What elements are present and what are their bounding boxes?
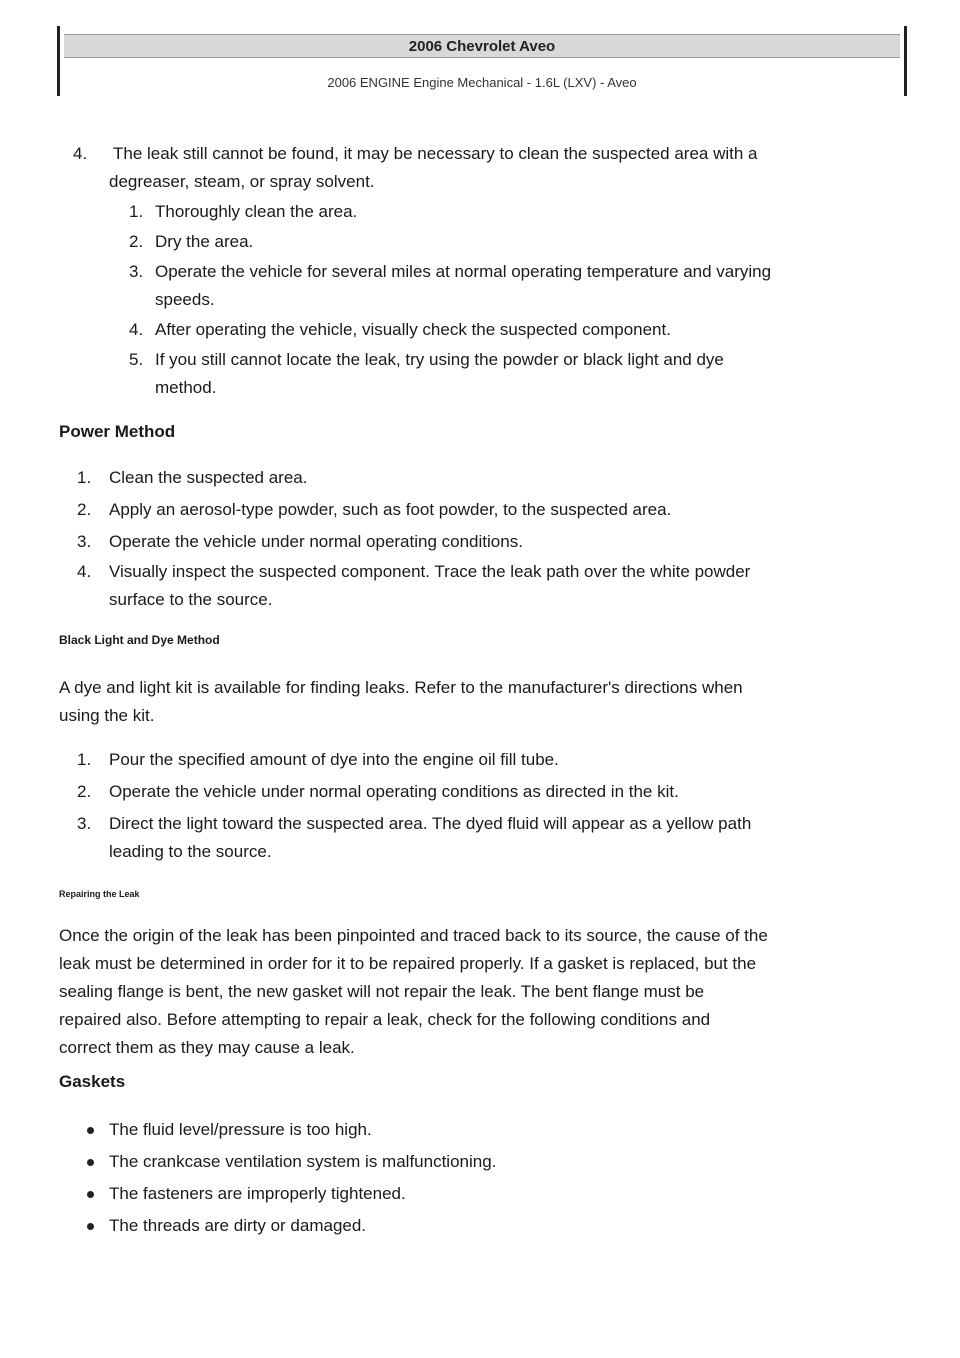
list-item-text: The crankcase ventilation system is malfunctioning. bbox=[109, 1152, 497, 1171]
step-text: Direct the light toward the suspected area. The dyed fluid will appear as a yellow path bbox=[109, 814, 752, 833]
step-text: Apply an aerosol-type powder, such as foot powder, to the suspected area. bbox=[109, 500, 672, 519]
substep-text: Operate the vehicle for several miles at normal operating temperature and varying bbox=[155, 262, 772, 281]
substep-number: 5. bbox=[129, 350, 144, 369]
step-text-cont: leading to the source. bbox=[109, 842, 272, 861]
substep-text: After operating the vehicle, visually check the suspected component. bbox=[155, 320, 671, 339]
step-number: 3. bbox=[77, 814, 92, 833]
step-text: Pour the specified amount of dye into the engine oil fill tube. bbox=[109, 750, 559, 769]
substep-number: 3. bbox=[129, 262, 144, 281]
repairing-para-line5: correct them as they may cause a leak. bbox=[59, 1038, 355, 1057]
substep-text-cont: method. bbox=[155, 378, 217, 397]
gaskets-heading: Gaskets bbox=[59, 1072, 126, 1091]
bullet-icon bbox=[87, 1159, 94, 1166]
step-text-cont: surface to the source. bbox=[109, 590, 273, 609]
list-item-text: The threads are dirty or damaged. bbox=[109, 1216, 367, 1235]
step-text-line1: The leak still cannot be found, it may be necessary to clean the suspected area with a bbox=[113, 144, 758, 163]
list-item-text: The fasteners are improperly tightened. bbox=[109, 1184, 406, 1203]
repairing-para-line4: repaired also. Before attempting to repair a leak, check for the following conditions and bbox=[59, 1010, 711, 1029]
document-title: 2006 Chevrolet Aveo bbox=[64, 34, 900, 58]
step-text: Clean the suspected area. bbox=[109, 468, 308, 487]
step-number: 4. bbox=[73, 144, 88, 163]
repairing-para-line2: leak must be determined in order for it to be repaired properly. If a gasket is replaced, but the bbox=[59, 954, 757, 973]
substep-number: 4. bbox=[129, 320, 144, 339]
repairing-para-line3: sealing flange is bent, the new gasket will not repair the leak. The bent flange must be bbox=[59, 982, 705, 1001]
blacklight-heading: Black Light and Dye Method bbox=[59, 633, 220, 647]
step-text: Visually inspect the suspected component. Trace the leak path over the white powder bbox=[109, 562, 751, 581]
step-number: 2. bbox=[77, 782, 92, 801]
substep-text-cont: speeds. bbox=[155, 290, 215, 309]
document-subtitle: 2006 ENGINE Engine Mechanical - 1.6L (LXV) - Aveo bbox=[327, 75, 637, 90]
repairing-heading: Repairing the Leak bbox=[59, 889, 140, 899]
substep-number: 2. bbox=[129, 232, 144, 251]
step-number: 3. bbox=[77, 532, 92, 551]
repairing-para-line1: Once the origin of the leak has been pinpointed and traced back to its source, the cause of the bbox=[59, 926, 768, 945]
bullet-icon bbox=[87, 1223, 94, 1230]
list-item-text: The fluid level/pressure is too high. bbox=[109, 1120, 372, 1139]
step-text: Operate the vehicle under normal operating conditions. bbox=[109, 532, 523, 551]
blacklight-intro-line2: using the kit. bbox=[59, 706, 155, 725]
step-text: Operate the vehicle under normal operating conditions as directed in the kit. bbox=[109, 782, 679, 801]
substep-text: Thoroughly clean the area. bbox=[155, 202, 358, 221]
bullet-icon bbox=[87, 1127, 94, 1134]
step-number: 1. bbox=[77, 750, 92, 769]
step-number: 4. bbox=[77, 562, 92, 581]
blacklight-intro-line1: A dye and light kit is available for finding leaks. Refer to the manufacturer's directions when bbox=[59, 678, 743, 697]
step-text-line2: degreaser, steam, or spray solvent. bbox=[109, 172, 375, 191]
substep-text: Dry the area. bbox=[155, 232, 254, 251]
substep-text: If you still cannot locate the leak, try using the powder or black light and dye bbox=[155, 350, 724, 369]
powder-method-heading: Power Method bbox=[59, 422, 176, 441]
document-header bbox=[57, 26, 907, 96]
substep-number: 1. bbox=[129, 202, 144, 221]
step-number: 1. bbox=[77, 468, 92, 487]
bullet-icon bbox=[87, 1191, 94, 1198]
step-number: 2. bbox=[77, 500, 92, 519]
